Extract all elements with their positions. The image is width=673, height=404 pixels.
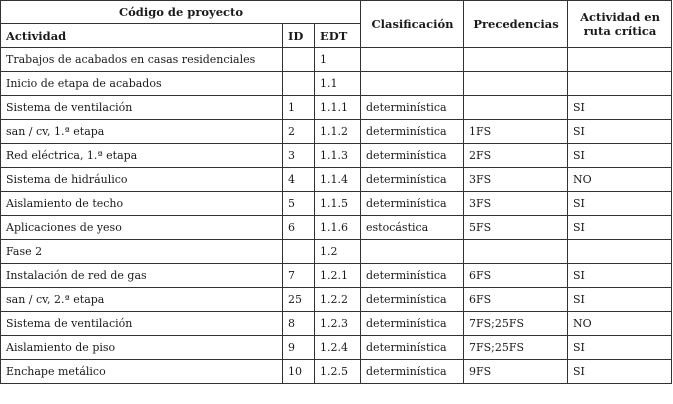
cell-id: 7	[283, 264, 315, 288]
critical-path-header: Actividad en ruta crítica	[568, 1, 672, 48]
cell-activity: san / cv, 1.ª etapa	[1, 120, 283, 144]
cell-activity: san / cv, 2.ª etapa	[1, 288, 283, 312]
cell-classification: determinística	[361, 264, 464, 288]
cell-edt: 1	[315, 48, 361, 72]
cell-precedences	[464, 48, 568, 72]
edt-header: EDT	[315, 24, 361, 48]
table-row	[1, 240, 672, 264]
cell-precedences: 5FS	[464, 216, 568, 240]
cell-edt: 1.1.5	[315, 192, 361, 216]
cell-edt: 1.1	[315, 72, 361, 96]
cell-activity: Sistema de ventilación	[1, 312, 283, 336]
cell-id: 4	[283, 168, 315, 192]
precedences-header: Precedencias	[464, 1, 568, 48]
cell-activity: Aislamiento de techo	[1, 192, 283, 216]
cell-edt: 1.2.4	[315, 336, 361, 360]
classification-header: Clasificación	[361, 1, 464, 48]
cell-critical-path: SI	[568, 360, 672, 384]
cell-id: 1	[283, 96, 315, 120]
cell-precedences	[464, 72, 568, 96]
cell-id: 9	[283, 336, 315, 360]
cell-activity: Sistema de ventilación	[1, 96, 283, 120]
cell-activity: Fase 2	[1, 240, 283, 264]
cell-critical-path: SI	[568, 336, 672, 360]
cell-precedences	[464, 240, 568, 264]
id-header: ID	[283, 24, 315, 48]
cell-critical-path: SI	[568, 288, 672, 312]
table-row	[1, 144, 672, 168]
cell-activity: Instalación de red de gas	[1, 264, 283, 288]
cell-edt: 1.2.3	[315, 312, 361, 336]
cell-critical-path: SI	[568, 264, 672, 288]
cell-classification: determinística	[361, 96, 464, 120]
cell-precedences: 9FS	[464, 360, 568, 384]
cell-critical-path: SI	[568, 120, 672, 144]
table-row	[1, 168, 672, 192]
cell-critical-path: SI	[568, 144, 672, 168]
cell-id: 10	[283, 360, 315, 384]
cell-classification	[361, 72, 464, 96]
cell-precedences: 3FS	[464, 168, 568, 192]
cell-id: 6	[283, 216, 315, 240]
cell-critical-path: SI	[568, 216, 672, 240]
cell-id: 8	[283, 312, 315, 336]
cell-activity: Enchape metálico	[1, 360, 283, 384]
cell-critical-path	[568, 240, 672, 264]
cell-precedences: 6FS	[464, 264, 568, 288]
table-row	[1, 192, 672, 216]
cell-edt: 1.1.1	[315, 96, 361, 120]
cell-edt: 1.1.6	[315, 216, 361, 240]
cell-edt: 1.2.5	[315, 360, 361, 384]
cell-activity: Aplicaciones de yeso	[1, 216, 283, 240]
cell-classification: determinística	[361, 360, 464, 384]
cell-critical-path: SI	[568, 192, 672, 216]
cell-activity: Aislamiento de piso	[1, 336, 283, 360]
table-row	[1, 288, 672, 312]
cell-precedences: 7FS;25FS	[464, 312, 568, 336]
table-header	[1, 1, 672, 48]
table-row	[1, 360, 672, 384]
project-code-header: Código de proyecto	[1, 1, 361, 24]
cell-edt: 1.1.4	[315, 168, 361, 192]
cell-classification: determinística	[361, 120, 464, 144]
header-row-group	[1, 1, 672, 24]
activity-header: Actividad	[1, 24, 283, 48]
cell-precedences: 7FS;25FS	[464, 336, 568, 360]
cell-critical-path: NO	[568, 168, 672, 192]
table-body	[1, 48, 672, 384]
cell-classification	[361, 48, 464, 72]
table-row	[1, 264, 672, 288]
cell-classification: estocástica	[361, 216, 464, 240]
cell-precedences: 2FS	[464, 144, 568, 168]
cell-classification	[361, 240, 464, 264]
cell-activity: Red eléctrica, 1.ª etapa	[1, 144, 283, 168]
cell-precedences: 1FS	[464, 120, 568, 144]
cell-id: 3	[283, 144, 315, 168]
cell-edt: 1.2.2	[315, 288, 361, 312]
cell-activity: Sistema de hidráulico	[1, 168, 283, 192]
cell-precedences: 3FS	[464, 192, 568, 216]
cell-id: 5	[283, 192, 315, 216]
table-row	[1, 312, 672, 336]
cell-activity: Trabajos de acabados en casas residenciales	[1, 48, 283, 72]
cell-id: 25	[283, 288, 315, 312]
cell-edt: 1.1.2	[315, 120, 361, 144]
cell-id: 2	[283, 120, 315, 144]
cell-edt: 1.2.1	[315, 264, 361, 288]
cell-edt: 1.2	[315, 240, 361, 264]
cell-classification: determinística	[361, 192, 464, 216]
cell-critical-path: NO	[568, 312, 672, 336]
cell-critical-path: SI	[568, 96, 672, 120]
cell-classification: determinística	[361, 288, 464, 312]
cell-precedences: 6FS	[464, 288, 568, 312]
cell-id	[283, 72, 315, 96]
cell-classification: determinística	[361, 336, 464, 360]
table-row	[1, 96, 672, 120]
cell-edt: 1.1.3	[315, 144, 361, 168]
cell-critical-path	[568, 48, 672, 72]
cell-critical-path	[568, 72, 672, 96]
table-row	[1, 72, 672, 96]
cell-id	[283, 48, 315, 72]
table-row	[1, 216, 672, 240]
cell-classification: determinística	[361, 144, 464, 168]
cell-classification: determinística	[361, 312, 464, 336]
cell-activity: Inicio de etapa de acabados	[1, 72, 283, 96]
cell-id	[283, 240, 315, 264]
table-row	[1, 336, 672, 360]
cell-precedences	[464, 96, 568, 120]
cell-classification: determinística	[361, 168, 464, 192]
table-row	[1, 48, 672, 72]
table-row	[1, 120, 672, 144]
